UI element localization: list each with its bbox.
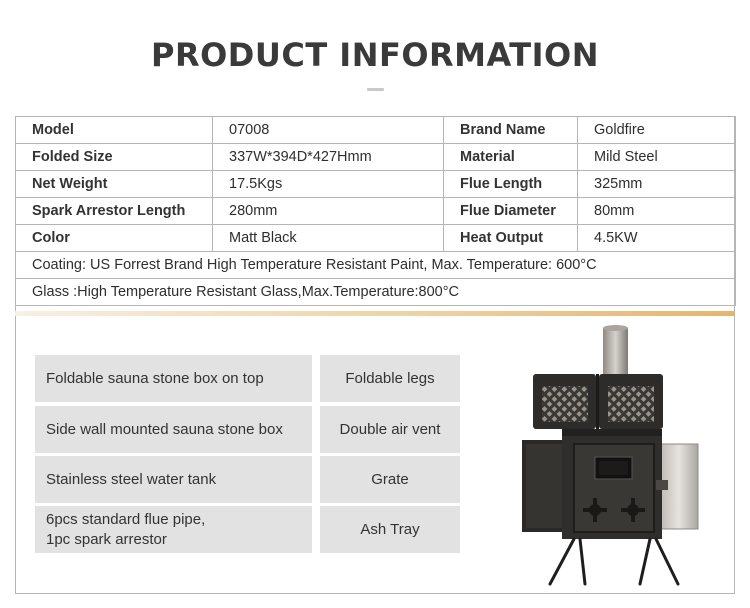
- title-underline: [367, 88, 384, 91]
- feature-box: [320, 506, 460, 553]
- feature-box: [35, 456, 312, 503]
- spec-label: Flue Diameter: [444, 198, 578, 225]
- table-row: [16, 252, 736, 279]
- table-row: [16, 198, 736, 225]
- spec-value: Goldfire: [578, 117, 736, 144]
- feature-label: Foldable legs: [345, 369, 435, 387]
- feature-label: Foldable sauna stone box on top: [46, 369, 264, 387]
- flue-pipe: [603, 327, 628, 382]
- sauna-stone-box: [533, 374, 663, 429]
- spec-value: Mild Steel: [578, 144, 736, 171]
- feature-box: [320, 355, 460, 402]
- table-row: [16, 279, 736, 306]
- stove-product-image: [500, 322, 720, 592]
- spec-table: [15, 116, 736, 306]
- spec-label: Model: [16, 117, 213, 144]
- feature-label: Side wall mounted sauna stone box: [46, 420, 283, 438]
- spec-value: 280mm: [213, 198, 444, 225]
- spec-label: Material: [444, 144, 578, 171]
- feature-box: [35, 506, 312, 553]
- feature-box: [320, 406, 460, 453]
- spec-label: Net Weight: [16, 171, 213, 198]
- feature-label: Double air vent: [339, 420, 441, 438]
- spec-label: Color: [16, 225, 213, 252]
- spec-value: 17.5Kgs: [213, 171, 444, 198]
- feature-label: Ash Tray: [360, 520, 420, 538]
- table-row: [16, 171, 736, 198]
- feature-label: Stainless steel water tank: [46, 470, 217, 488]
- spec-label: Flue Length: [444, 171, 578, 198]
- spec-value: 337W*394D*427Hmm: [213, 144, 444, 171]
- feature-label: 1pc spark arrestor: [46, 530, 167, 548]
- spec-label: Brand Name: [444, 117, 578, 144]
- glass-note: Glass :High Temperature Resistant Glass,Max.Temperature:800°C: [16, 279, 736, 306]
- page-title: PRODUCT INFORMATION: [150, 36, 600, 74]
- table-row: [16, 144, 736, 171]
- feature-label: Grate: [371, 470, 409, 488]
- spec-label: Spark Arrestor Length: [16, 198, 213, 225]
- foldable-legs: [550, 539, 678, 584]
- gold-divider: [15, 311, 735, 316]
- spec-value: Matt Black: [213, 225, 444, 252]
- table-row: [16, 117, 736, 144]
- table-row: [16, 225, 736, 252]
- spec-value: 07008: [213, 117, 444, 144]
- spec-value: 325mm: [578, 171, 736, 198]
- feature-box: [35, 355, 312, 402]
- feature-box: [35, 406, 312, 453]
- door-handle: [656, 480, 668, 490]
- spec-value: 4.5KW: [578, 225, 736, 252]
- feature-label: 6pcs standard flue pipe,: [46, 510, 206, 528]
- spec-value: 80mm: [578, 198, 736, 225]
- feature-box: [320, 456, 460, 503]
- spec-label: Heat Output: [444, 225, 578, 252]
- spec-label: Folded Size: [16, 144, 213, 171]
- coating-note: Coating: US Forrest Brand High Temperature Resistant Paint, Max. Temperature: 600°C: [16, 252, 736, 279]
